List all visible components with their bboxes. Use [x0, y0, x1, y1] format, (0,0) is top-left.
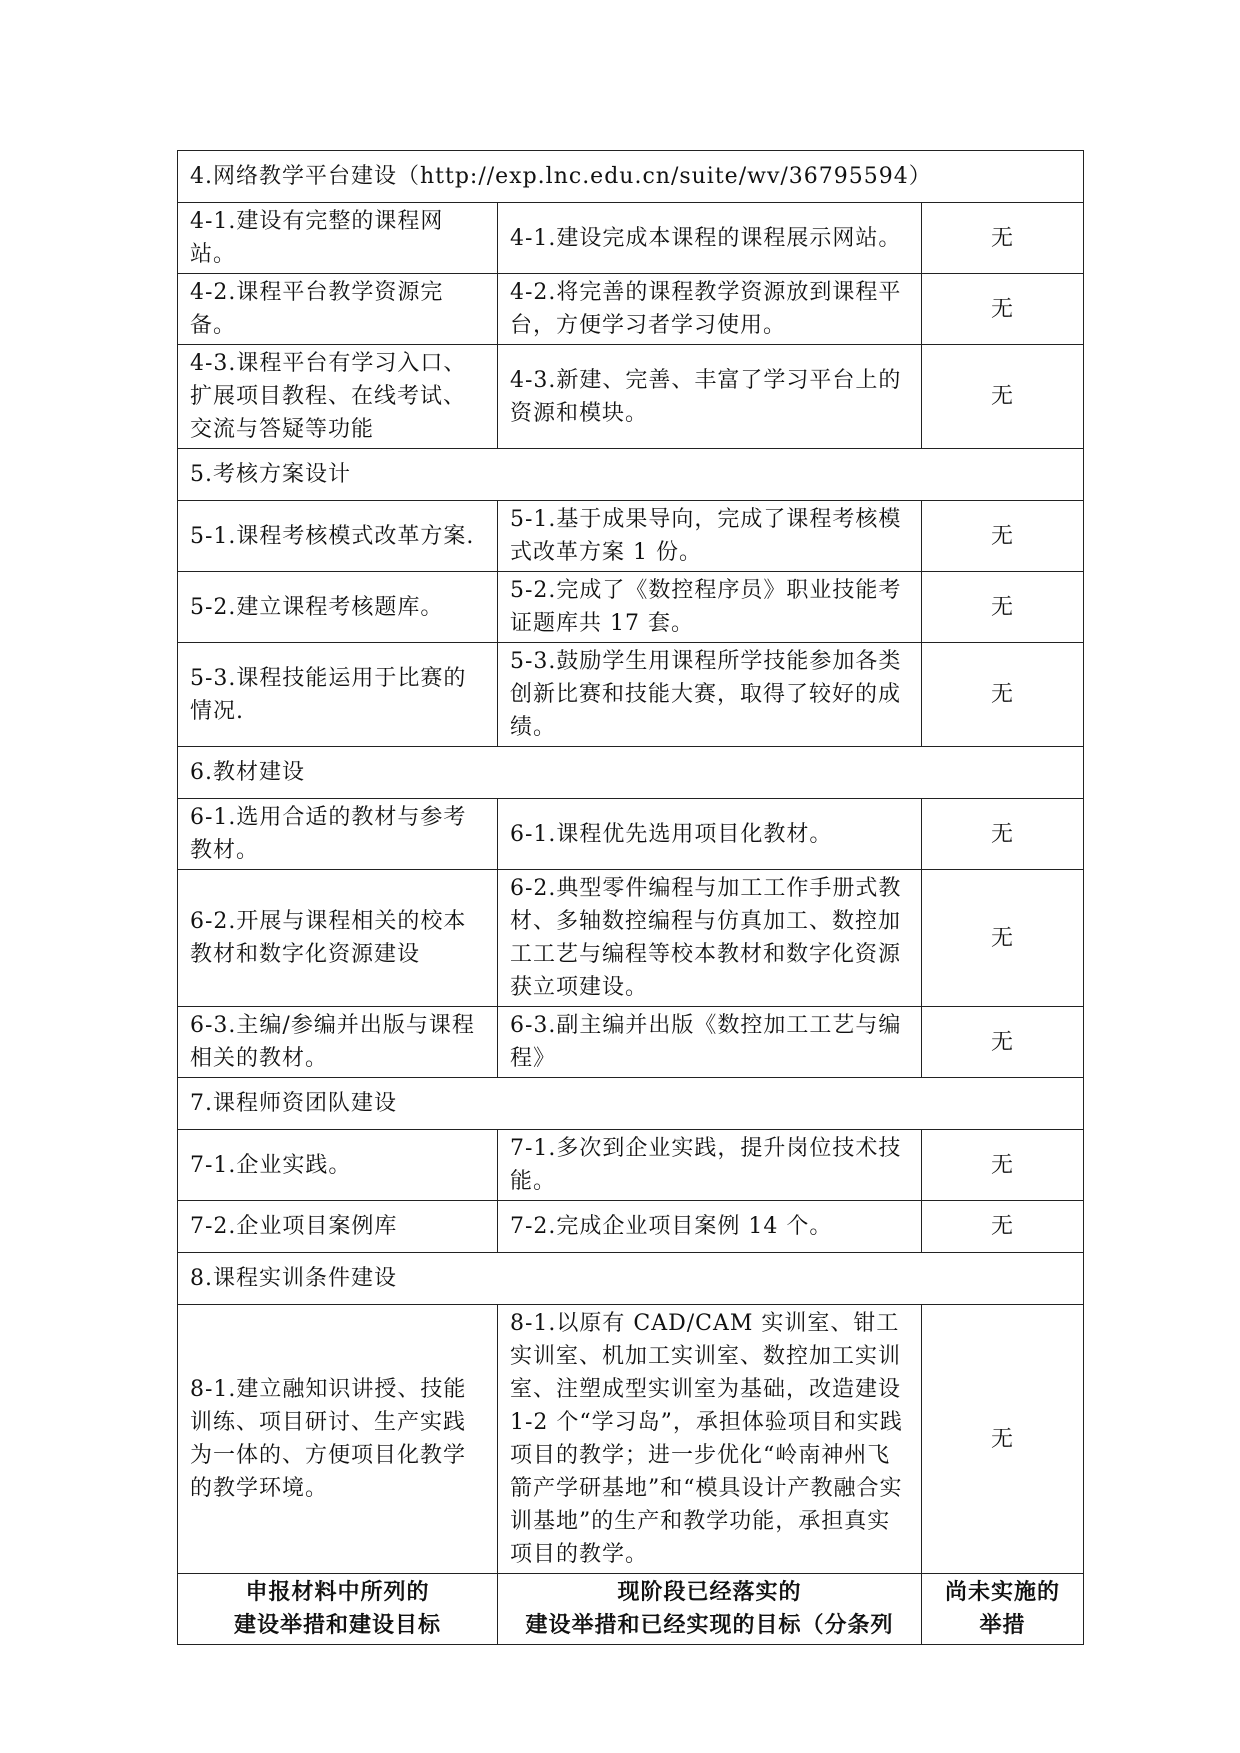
- progress-table: [177, 150, 1084, 1645]
- pending-cell: 无: [922, 345, 1084, 449]
- pending-cell: 无: [922, 1305, 1084, 1574]
- pending-cell: 无: [922, 643, 1084, 747]
- done-cell: 6-2.典型零件编程与加工工作手册式教材、多轴数控编程与仿真加工、数控加工工艺与编程等校本教材和数字化资源获立项建设。: [498, 870, 922, 1007]
- section-title: 8.课程实训条件建设: [178, 1253, 1084, 1305]
- table-row: [178, 1007, 1084, 1078]
- target-cell: 4-1.建设有完整的课程网站。: [178, 203, 498, 274]
- target-cell: 6-3.主编/参编并出版与课程相关的教材。: [178, 1007, 498, 1078]
- pending-cell: 无: [922, 1130, 1084, 1201]
- pending-cell: 无: [922, 1007, 1084, 1078]
- pending-cell: 无: [922, 870, 1084, 1007]
- table-row: [178, 1130, 1084, 1201]
- section-header-row: [178, 449, 1084, 501]
- target-cell: 7-2.企业项目案例库: [178, 1201, 498, 1253]
- section-header-row: [178, 1078, 1084, 1130]
- target-cell: 4-2.课程平台教学资源完备。: [178, 274, 498, 345]
- column-header-pending: 尚未实施的 举措: [922, 1574, 1084, 1645]
- table-row: [178, 501, 1084, 572]
- section-title: 6.教材建设: [178, 747, 1084, 799]
- table-row: [178, 572, 1084, 643]
- target-cell: 4-3.课程平台有学习入口、扩展项目教程、在线考试、交流与答疑等功能: [178, 345, 498, 449]
- done-cell: 5-1.基于成果导向，完成了课程考核模式改革方案 1 份。: [498, 501, 922, 572]
- pending-cell: 无: [922, 799, 1084, 870]
- done-cell: 4-3.新建、完善、丰富了学习平台上的资源和模块。: [498, 345, 922, 449]
- done-cell: 6-3.副主编并出版《数控加工工艺与编程》: [498, 1007, 922, 1078]
- pending-cell: 无: [922, 274, 1084, 345]
- section-header-row: [178, 1253, 1084, 1305]
- target-cell: 6-2.开展与课程相关的校本教材和数字化资源建设: [178, 870, 498, 1007]
- done-cell: 7-2.完成企业项目案例 14 个。: [498, 1201, 922, 1253]
- column-header-done: 现阶段已经落实的 建设举措和已经实现的目标（分条列: [498, 1574, 922, 1645]
- table-row: [178, 799, 1084, 870]
- target-cell: 7-1.企业实践。: [178, 1130, 498, 1201]
- section-header-row: [178, 747, 1084, 799]
- target-cell: 6-1.选用合适的教材与参考教材。: [178, 799, 498, 870]
- section-title: 7.课程师资团队建设: [178, 1078, 1084, 1130]
- pending-cell: 无: [922, 572, 1084, 643]
- target-cell: 8-1.建立融知识讲授、技能训练、项目研讨、生产实践为一体的、方便项目化教学的教学环境。: [178, 1305, 498, 1574]
- target-cell: 5-1.课程考核模式改革方案.: [178, 501, 498, 572]
- done-cell: 4-2.将完善的课程教学资源放到课程平台，方便学习者学习使用。: [498, 274, 922, 345]
- table-row: [178, 1201, 1084, 1253]
- pending-cell: 无: [922, 203, 1084, 274]
- done-cell: 5-3.鼓励学生用课程所学技能参加各类创新比赛和技能大赛，取得了较好的成绩。: [498, 643, 922, 747]
- pending-cell: 无: [922, 1201, 1084, 1253]
- pending-cell: 无: [922, 501, 1084, 572]
- section-header-row: [178, 151, 1084, 203]
- table-row: [178, 345, 1084, 449]
- target-cell: 5-3.课程技能运用于比赛的情况.: [178, 643, 498, 747]
- table-row: [178, 643, 1084, 747]
- done-cell: 7-1.多次到企业实践，提升岗位技术技能。: [498, 1130, 922, 1201]
- section-title: 4.网络教学平台建设（http://exp.lnc.edu.cn/suite/wv/36795594）: [178, 151, 1084, 203]
- done-cell: 4-1.建设完成本课程的课程展示网站。: [498, 203, 922, 274]
- done-cell: 6-1.课程优先选用项目化教材。: [498, 799, 922, 870]
- table-row: [178, 274, 1084, 345]
- column-header-target: 申报材料中所列的 建设举措和建设目标: [178, 1574, 498, 1645]
- table-row: [178, 203, 1084, 274]
- column-header-row: [178, 1574, 1084, 1645]
- target-cell: 5-2.建立课程考核题库。: [178, 572, 498, 643]
- done-cell: 5-2.完成了《数控程序员》职业技能考证题库共 17 套。: [498, 572, 922, 643]
- table-row: [178, 870, 1084, 1007]
- done-cell: 8-1.以原有 CAD/CAM 实训室、钳工实训室、机加工实训室、数控加工实训室、注塑成型实训室为基础，改造建设 1-2 个“学习岛”，承担体验项目和实践项目的教学；进一步优化“岭南神州飞箭产学研基地”和“模具设计产教融合实训基地”的生产和教学功能，承担真实项目的教学。: [498, 1305, 922, 1574]
- section-title: 5.考核方案设计: [178, 449, 1084, 501]
- table-row: [178, 1305, 1084, 1574]
